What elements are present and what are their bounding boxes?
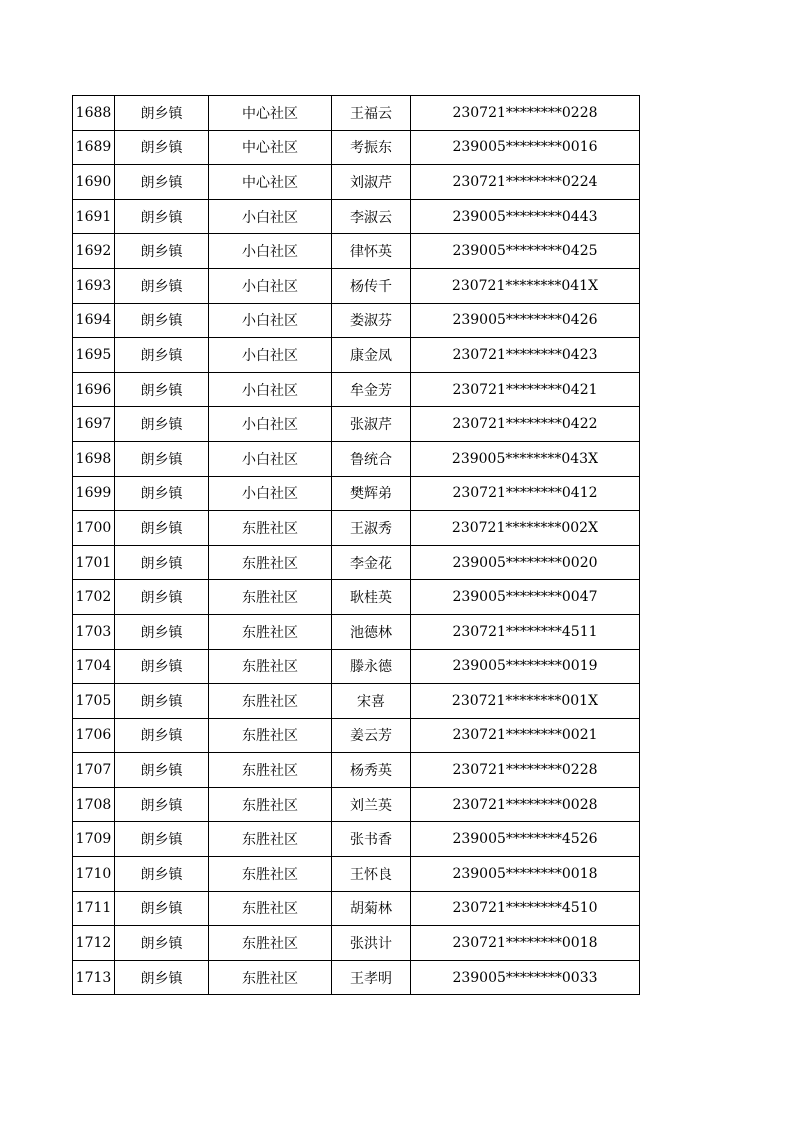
row-number-cell: 1705 <box>73 684 115 719</box>
row-number-cell: 1696 <box>73 372 115 407</box>
table-row <box>73 718 640 753</box>
row-number-cell: 1710 <box>73 857 115 892</box>
town-cell: 朗乡镇 <box>115 614 209 649</box>
community-cell: 东胜社区 <box>209 684 332 719</box>
table-row <box>73 891 640 926</box>
table-row <box>73 372 640 407</box>
person-name-cell: 牟金芳 <box>332 372 411 407</box>
town-cell: 朗乡镇 <box>115 407 209 442</box>
table-row <box>73 787 640 822</box>
community-cell: 东胜社区 <box>209 960 332 995</box>
id-number-cell: 230721********0021 <box>411 718 640 753</box>
table-row <box>73 234 640 269</box>
person-name-cell: 考振东 <box>332 130 411 165</box>
town-cell: 朗乡镇 <box>115 753 209 788</box>
table-row <box>73 96 640 131</box>
table-row <box>73 545 640 580</box>
row-number-cell: 1709 <box>73 822 115 857</box>
community-cell: 小白社区 <box>209 234 332 269</box>
town-cell: 朗乡镇 <box>115 787 209 822</box>
id-number-cell: 239005********0020 <box>411 545 640 580</box>
table-row <box>73 303 640 338</box>
town-cell: 朗乡镇 <box>115 441 209 476</box>
community-cell: 东胜社区 <box>209 511 332 546</box>
community-cell: 小白社区 <box>209 338 332 373</box>
row-number-cell: 1688 <box>73 96 115 131</box>
row-number-cell: 1707 <box>73 753 115 788</box>
id-number-cell: 230721********0422 <box>411 407 640 442</box>
community-cell: 中心社区 <box>209 96 332 131</box>
town-cell: 朗乡镇 <box>115 372 209 407</box>
person-name-cell: 樊辉弟 <box>332 476 411 511</box>
table-row <box>73 960 640 995</box>
person-name-cell: 鲁统合 <box>332 441 411 476</box>
id-number-cell: 239005********0425 <box>411 234 640 269</box>
row-number-cell: 1712 <box>73 926 115 961</box>
town-cell: 朗乡镇 <box>115 580 209 615</box>
id-number-cell: 230721********0423 <box>411 338 640 373</box>
id-number-cell: 230721********4511 <box>411 614 640 649</box>
person-name-cell: 宋喜 <box>332 684 411 719</box>
town-cell: 朗乡镇 <box>115 684 209 719</box>
id-number-cell: 230721********0224 <box>411 165 640 200</box>
community-cell: 东胜社区 <box>209 614 332 649</box>
table-row <box>73 926 640 961</box>
id-number-cell: 230721********002X <box>411 511 640 546</box>
person-name-cell: 娄淑芬 <box>332 303 411 338</box>
person-name-cell: 耿桂英 <box>332 580 411 615</box>
person-name-cell: 滕永德 <box>332 649 411 684</box>
id-number-cell: 230721********0412 <box>411 476 640 511</box>
id-number-cell: 230721********0228 <box>411 753 640 788</box>
person-name-cell: 杨秀英 <box>332 753 411 788</box>
id-number-cell: 239005********0426 <box>411 303 640 338</box>
community-cell: 小白社区 <box>209 303 332 338</box>
community-cell: 东胜社区 <box>209 580 332 615</box>
person-name-cell: 刘兰英 <box>332 787 411 822</box>
person-name-cell: 王孝明 <box>332 960 411 995</box>
id-number-cell: 230721********001X <box>411 684 640 719</box>
table-row <box>73 441 640 476</box>
id-number-cell: 239005********0443 <box>411 199 640 234</box>
person-name-cell: 康金凤 <box>332 338 411 373</box>
community-cell: 东胜社区 <box>209 822 332 857</box>
person-name-cell: 杨传千 <box>332 268 411 303</box>
person-name-cell: 刘淑芹 <box>332 165 411 200</box>
community-cell: 小白社区 <box>209 268 332 303</box>
town-cell: 朗乡镇 <box>115 511 209 546</box>
row-number-cell: 1711 <box>73 891 115 926</box>
community-cell: 小白社区 <box>209 372 332 407</box>
id-number-cell: 230721********4510 <box>411 891 640 926</box>
id-number-cell: 239005********043X <box>411 441 640 476</box>
town-cell: 朗乡镇 <box>115 476 209 511</box>
person-name-cell: 王福云 <box>332 96 411 131</box>
table-row <box>73 476 640 511</box>
community-cell: 中心社区 <box>209 165 332 200</box>
town-cell: 朗乡镇 <box>115 199 209 234</box>
id-number-cell: 239005********4526 <box>411 822 640 857</box>
person-name-cell: 李金花 <box>332 545 411 580</box>
row-number-cell: 1697 <box>73 407 115 442</box>
row-number-cell: 1700 <box>73 511 115 546</box>
table-row <box>73 338 640 373</box>
town-cell: 朗乡镇 <box>115 926 209 961</box>
table-row <box>73 753 640 788</box>
community-cell: 东胜社区 <box>209 718 332 753</box>
community-cell: 中心社区 <box>209 130 332 165</box>
town-cell: 朗乡镇 <box>115 822 209 857</box>
row-number-cell: 1690 <box>73 165 115 200</box>
table-row <box>73 130 640 165</box>
row-number-cell: 1689 <box>73 130 115 165</box>
row-number-cell: 1703 <box>73 614 115 649</box>
row-number-cell: 1706 <box>73 718 115 753</box>
town-cell: 朗乡镇 <box>115 165 209 200</box>
town-cell: 朗乡镇 <box>115 649 209 684</box>
town-cell: 朗乡镇 <box>115 960 209 995</box>
id-number-cell: 230721********0421 <box>411 372 640 407</box>
table-row <box>73 614 640 649</box>
table-row <box>73 649 640 684</box>
person-name-cell: 池德林 <box>332 614 411 649</box>
table-row <box>73 580 640 615</box>
id-number-cell: 239005********0019 <box>411 649 640 684</box>
person-name-cell: 李淑云 <box>332 199 411 234</box>
community-cell: 小白社区 <box>209 407 332 442</box>
community-cell: 东胜社区 <box>209 545 332 580</box>
town-cell: 朗乡镇 <box>115 234 209 269</box>
id-number-cell: 239005********0033 <box>411 960 640 995</box>
table-row <box>73 857 640 892</box>
table-row <box>73 407 640 442</box>
id-number-cell: 230721********041X <box>411 268 640 303</box>
id-number-cell: 239005********0018 <box>411 857 640 892</box>
table-row <box>73 165 640 200</box>
community-cell: 小白社区 <box>209 441 332 476</box>
document-page <box>72 95 634 995</box>
row-number-cell: 1694 <box>73 303 115 338</box>
id-number-cell: 230721********0028 <box>411 787 640 822</box>
person-name-cell: 王怀良 <box>332 857 411 892</box>
row-number-cell: 1695 <box>73 338 115 373</box>
town-cell: 朗乡镇 <box>115 303 209 338</box>
person-name-cell: 张洪计 <box>332 926 411 961</box>
id-number-cell: 239005********0047 <box>411 580 640 615</box>
row-number-cell: 1702 <box>73 580 115 615</box>
person-name-cell: 胡菊林 <box>332 891 411 926</box>
town-cell: 朗乡镇 <box>115 96 209 131</box>
table-row <box>73 684 640 719</box>
town-cell: 朗乡镇 <box>115 545 209 580</box>
community-cell: 东胜社区 <box>209 787 332 822</box>
person-name-cell: 王淑秀 <box>332 511 411 546</box>
id-number-cell: 230721********0018 <box>411 926 640 961</box>
row-number-cell: 1708 <box>73 787 115 822</box>
person-name-cell: 姜云芳 <box>332 718 411 753</box>
row-number-cell: 1692 <box>73 234 115 269</box>
town-cell: 朗乡镇 <box>115 857 209 892</box>
town-cell: 朗乡镇 <box>115 718 209 753</box>
person-name-cell: 张淑芹 <box>332 407 411 442</box>
id-number-cell: 230721********0228 <box>411 96 640 131</box>
id-number-cell: 239005********0016 <box>411 130 640 165</box>
town-cell: 朗乡镇 <box>115 891 209 926</box>
person-name-cell: 张书香 <box>332 822 411 857</box>
row-number-cell: 1701 <box>73 545 115 580</box>
community-cell: 东胜社区 <box>209 753 332 788</box>
community-cell: 东胜社区 <box>209 926 332 961</box>
row-number-cell: 1698 <box>73 441 115 476</box>
row-number-cell: 1693 <box>73 268 115 303</box>
community-cell: 东胜社区 <box>209 649 332 684</box>
community-cell: 小白社区 <box>209 199 332 234</box>
table-row <box>73 822 640 857</box>
table-body <box>73 96 640 995</box>
person-name-cell: 律怀英 <box>332 234 411 269</box>
table-row <box>73 199 640 234</box>
row-number-cell: 1713 <box>73 960 115 995</box>
row-number-cell: 1699 <box>73 476 115 511</box>
community-cell: 东胜社区 <box>209 857 332 892</box>
town-cell: 朗乡镇 <box>115 338 209 373</box>
town-cell: 朗乡镇 <box>115 130 209 165</box>
table-row <box>73 511 640 546</box>
resident-table <box>72 95 640 995</box>
row-number-cell: 1691 <box>73 199 115 234</box>
table-row <box>73 268 640 303</box>
community-cell: 东胜社区 <box>209 891 332 926</box>
row-number-cell: 1704 <box>73 649 115 684</box>
community-cell: 小白社区 <box>209 476 332 511</box>
town-cell: 朗乡镇 <box>115 268 209 303</box>
